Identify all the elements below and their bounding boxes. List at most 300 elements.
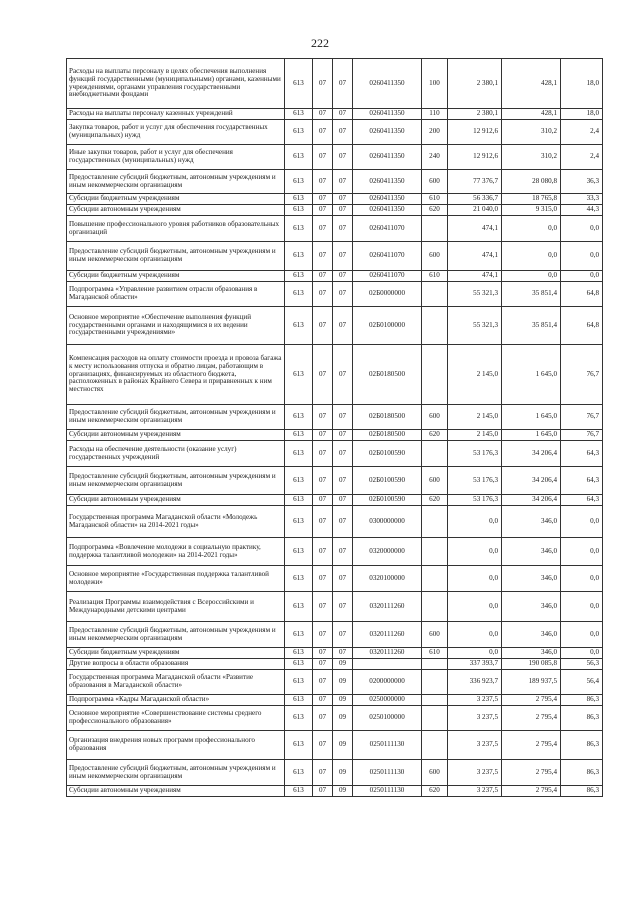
execution-percent: 0,0 — [561, 506, 603, 538]
subsection-code: 07 — [333, 566, 353, 592]
row-name: Компенсация расходов на оплату стоимости проезда и провоза багажа к месту использования отпуска и обратно лицам, работающим в организациях, финансируемых из областного бюджета, расположенных в районах Крайнего Севера и приравненных к ним местностях — [67, 345, 285, 405]
expense-type-code: 200 — [422, 120, 448, 145]
expense-type-code: 600 — [422, 170, 448, 194]
target-article-code: 0260411070 — [353, 271, 422, 282]
subsection-code: 07 — [333, 242, 353, 271]
target-article-code — [353, 659, 422, 670]
grbs-code: 613 — [285, 786, 313, 797]
grbs-code: 613 — [285, 538, 313, 566]
table-row — [67, 205, 603, 216]
grbs-code: 613 — [285, 430, 313, 441]
row-name: Закупка товаров, работ и услуг для обеспечения государственных (муниципальных) нужд — [67, 120, 285, 145]
row-name: Субсидии бюджетным учреждениям — [67, 648, 285, 659]
execution-percent: 64,8 — [561, 282, 603, 307]
grbs-code: 613 — [285, 271, 313, 282]
section-code: 07 — [313, 706, 333, 731]
row-name: Основное мероприятие «Совершенствование системы среднего профессионального образования» — [67, 706, 285, 731]
section-code: 07 — [313, 430, 333, 441]
execution-percent: 0,0 — [561, 622, 603, 648]
execution-percent: 56,4 — [561, 670, 603, 695]
execution-percent: 0,0 — [561, 216, 603, 242]
section-code: 07 — [313, 405, 333, 430]
grbs-code: 613 — [285, 670, 313, 695]
table-row — [67, 592, 603, 622]
target-article-code: 0250100000 — [353, 706, 422, 731]
expense-type-code: 620 — [422, 786, 448, 797]
expense-type-code — [422, 441, 448, 467]
section-code: 07 — [313, 786, 333, 797]
section-code: 07 — [313, 731, 333, 760]
subsection-code: 09 — [333, 706, 353, 731]
subsection-code: 07 — [333, 467, 353, 495]
executed-amount: 2 795,4 — [502, 731, 561, 760]
grbs-code: 613 — [285, 307, 313, 345]
grbs-code: 613 — [285, 242, 313, 271]
row-name: Расходы на выплаты персоналу казенных учреждений — [67, 109, 285, 120]
execution-percent: 64,8 — [561, 307, 603, 345]
execution-percent: 64,3 — [561, 467, 603, 495]
expense-type-code — [422, 282, 448, 307]
target-article-code: 0320111260 — [353, 648, 422, 659]
table-row — [67, 307, 603, 345]
table-row — [67, 495, 603, 506]
grbs-code: 613 — [285, 622, 313, 648]
expense-type-code: 240 — [422, 145, 448, 170]
row-name: Организация внедрения новых программ профессионального образования — [67, 731, 285, 760]
target-article-code: 0320000000 — [353, 538, 422, 566]
planned-amount: 56 336,7 — [448, 194, 502, 205]
table-row — [67, 441, 603, 467]
planned-amount: 0,0 — [448, 592, 502, 622]
planned-amount: 12 912,6 — [448, 120, 502, 145]
executed-amount: 35 851,4 — [502, 282, 561, 307]
subsection-code: 07 — [333, 59, 353, 109]
row-name: Подпрограмма «Вовлечение молодежи в социальную практику, поддержка талантливой молодежи» на 2014-2021 годы» — [67, 538, 285, 566]
section-code: 07 — [313, 648, 333, 659]
executed-amount: 2 795,4 — [502, 695, 561, 706]
target-article-code: 02Б0100590 — [353, 495, 422, 506]
grbs-code: 613 — [285, 145, 313, 170]
planned-amount: 3 237,5 — [448, 706, 502, 731]
row-name: Государственная программа Магаданской области «Развитие образования в Магаданской области» — [67, 670, 285, 695]
grbs-code: 613 — [285, 405, 313, 430]
expense-type-code: 600 — [422, 405, 448, 430]
target-article-code: 0260411350 — [353, 194, 422, 205]
executed-amount: 1 645,0 — [502, 345, 561, 405]
expense-type-code: 600 — [422, 622, 448, 648]
target-article-code: 02Б0180500 — [353, 430, 422, 441]
execution-percent: 0,0 — [561, 566, 603, 592]
planned-amount: 21 040,0 — [448, 205, 502, 216]
row-name: Субсидии автономным учреждениям — [67, 205, 285, 216]
execution-percent: 86,3 — [561, 695, 603, 706]
table-row — [67, 109, 603, 120]
grbs-code: 613 — [285, 59, 313, 109]
section-code: 07 — [313, 282, 333, 307]
section-code: 07 — [313, 120, 333, 145]
executed-amount: 28 080,8 — [502, 170, 561, 194]
expense-type-code: 610 — [422, 648, 448, 659]
table-row — [67, 760, 603, 786]
row-name: Повышение профессионального уровня работников образовательных организаций — [67, 216, 285, 242]
planned-amount: 55 321,3 — [448, 282, 502, 307]
grbs-code: 613 — [285, 506, 313, 538]
subsection-code: 07 — [333, 506, 353, 538]
subsection-code: 07 — [333, 538, 353, 566]
subsection-code: 07 — [333, 194, 353, 205]
table-row — [67, 659, 603, 670]
executed-amount: 2 795,4 — [502, 760, 561, 786]
grbs-code: 613 — [285, 467, 313, 495]
expense-type-code: 100 — [422, 59, 448, 109]
planned-amount: 0,0 — [448, 622, 502, 648]
subsection-code: 07 — [333, 271, 353, 282]
row-name: Расходы на выплаты персоналу в целях обеспечения выполнения функций государственными (муниципальными) органами, казенными учреждениями, органами управления государственными внебюджетными фондами — [67, 59, 285, 109]
target-article-code: 02Б0180500 — [353, 345, 422, 405]
target-article-code: 0300000000 — [353, 506, 422, 538]
execution-percent: 56,3 — [561, 659, 603, 670]
expense-type-code: 600 — [422, 242, 448, 271]
table-row — [67, 670, 603, 695]
subsection-code: 07 — [333, 145, 353, 170]
expense-type-code — [422, 706, 448, 731]
execution-percent: 0,0 — [561, 242, 603, 271]
target-article-code: 0320100000 — [353, 566, 422, 592]
planned-amount: 2 145,0 — [448, 345, 502, 405]
expense-type-code — [422, 506, 448, 538]
execution-percent: 86,3 — [561, 760, 603, 786]
table-row — [67, 216, 603, 242]
grbs-code: 613 — [285, 194, 313, 205]
section-code: 07 — [313, 307, 333, 345]
table-row — [67, 706, 603, 731]
subsection-code: 09 — [333, 760, 353, 786]
executed-amount: 346,0 — [502, 622, 561, 648]
row-name: Предоставление субсидий бюджетным, автономным учреждениям и иным некоммерческим организациям — [67, 622, 285, 648]
expense-type-code: 600 — [422, 467, 448, 495]
section-code: 07 — [313, 659, 333, 670]
expense-type-code — [422, 216, 448, 242]
row-name: Основное мероприятие «Обеспечение выполнения функций государственными органами и находящимися в их ведении государственными учреждениями» — [67, 307, 285, 345]
execution-percent: 64,3 — [561, 441, 603, 467]
table-row — [67, 170, 603, 194]
row-name: Расходы на обеспечение деятельности (оказание услуг) государственных учреждений — [67, 441, 285, 467]
executed-amount: 1 645,0 — [502, 430, 561, 441]
row-name: Субсидии бюджетным учреждениям — [67, 194, 285, 205]
section-code: 07 — [313, 59, 333, 109]
subsection-code: 07 — [333, 170, 353, 194]
page-number: 222 — [311, 36, 329, 50]
execution-percent: 44,3 — [561, 205, 603, 216]
row-name: Предоставление субсидий бюджетным, автономным учреждениям и иным некоммерческим организациям — [67, 405, 285, 430]
grbs-code: 613 — [285, 566, 313, 592]
planned-amount: 12 912,6 — [448, 145, 502, 170]
grbs-code: 613 — [285, 648, 313, 659]
table-row — [67, 786, 603, 797]
planned-amount: 55 321,3 — [448, 307, 502, 345]
target-article-code: 0260411350 — [353, 109, 422, 120]
planned-amount: 53 176,3 — [448, 467, 502, 495]
section-code: 07 — [313, 205, 333, 216]
executed-amount: 0,0 — [502, 271, 561, 282]
section-code: 07 — [313, 170, 333, 194]
subsection-code: 07 — [333, 120, 353, 145]
expense-type-code — [422, 592, 448, 622]
target-article-code: 0320111260 — [353, 622, 422, 648]
section-code: 07 — [313, 695, 333, 706]
expense-type-code: 620 — [422, 495, 448, 506]
expense-type-code — [422, 538, 448, 566]
target-article-code: 02Б0100000 — [353, 307, 422, 345]
executed-amount: 35 851,4 — [502, 307, 561, 345]
target-article-code: 0200000000 — [353, 670, 422, 695]
grbs-code: 613 — [285, 592, 313, 622]
grbs-code: 613 — [285, 282, 313, 307]
expense-type-code: 610 — [422, 194, 448, 205]
row-name: Субсидии автономным учреждениям — [67, 430, 285, 441]
table-row — [67, 430, 603, 441]
section-code: 07 — [313, 467, 333, 495]
executed-amount: 2 795,4 — [502, 706, 561, 731]
execution-percent: 76,7 — [561, 345, 603, 405]
expense-type-code: 620 — [422, 205, 448, 216]
execution-percent: 86,3 — [561, 731, 603, 760]
execution-percent: 18,0 — [561, 59, 603, 109]
row-name: Иные закупки товаров, работ и услуг для обеспечения государственных (муниципальных) нужд — [67, 145, 285, 170]
grbs-code: 613 — [285, 706, 313, 731]
row-name: Подпрограмма «Управление развитием отрасли образования в Магаданской области» — [67, 282, 285, 307]
execution-percent: 2,4 — [561, 145, 603, 170]
executed-amount: 428,1 — [502, 109, 561, 120]
section-code: 07 — [313, 495, 333, 506]
planned-amount: 474,1 — [448, 271, 502, 282]
section-code: 07 — [313, 109, 333, 120]
expense-type-code — [422, 695, 448, 706]
expense-type-code — [422, 307, 448, 345]
execution-percent: 0,0 — [561, 592, 603, 622]
executed-amount: 9 315,0 — [502, 205, 561, 216]
section-code: 07 — [313, 760, 333, 786]
planned-amount: 3 237,5 — [448, 695, 502, 706]
grbs-code: 613 — [285, 170, 313, 194]
grbs-code: 613 — [285, 731, 313, 760]
grbs-code: 613 — [285, 495, 313, 506]
table-row — [67, 538, 603, 566]
row-name: Предоставление субсидий бюджетным, автономным учреждениям и иным некоммерческим организациям — [67, 467, 285, 495]
grbs-code: 613 — [285, 216, 313, 242]
row-name: Реализация Программы взаимодействия с Всероссийскими и Международными детскими центрами — [67, 592, 285, 622]
subsection-code: 07 — [333, 307, 353, 345]
execution-percent: 0,0 — [561, 538, 603, 566]
expense-type-code: 620 — [422, 430, 448, 441]
planned-amount: 337 393,7 — [448, 659, 502, 670]
planned-amount: 3 237,5 — [448, 786, 502, 797]
execution-percent: 0,0 — [561, 271, 603, 282]
table-row — [67, 282, 603, 307]
planned-amount: 0,0 — [448, 566, 502, 592]
planned-amount: 2 145,0 — [448, 405, 502, 430]
section-code: 07 — [313, 506, 333, 538]
expense-type-code: 610 — [422, 271, 448, 282]
planned-amount: 2 380,1 — [448, 109, 502, 120]
planned-amount: 0,0 — [448, 506, 502, 538]
subsection-code: 09 — [333, 695, 353, 706]
section-code: 07 — [313, 592, 333, 622]
subsection-code: 07 — [333, 622, 353, 648]
expense-type-code: 600 — [422, 760, 448, 786]
expense-type-code — [422, 670, 448, 695]
executed-amount: 346,0 — [502, 648, 561, 659]
grbs-code: 613 — [285, 205, 313, 216]
section-code: 07 — [313, 145, 333, 170]
executed-amount: 346,0 — [502, 592, 561, 622]
grbs-code: 613 — [285, 120, 313, 145]
target-article-code: 0260411350 — [353, 205, 422, 216]
row-name: Предоставление субсидий бюджетным, автономным учреждениям и иным некоммерческим организациям — [67, 760, 285, 786]
execution-percent: 64,3 — [561, 495, 603, 506]
subsection-code: 07 — [333, 430, 353, 441]
expense-type-code — [422, 566, 448, 592]
planned-amount: 53 176,3 — [448, 495, 502, 506]
table-row — [67, 622, 603, 648]
target-article-code: 0260411350 — [353, 59, 422, 109]
subsection-code: 09 — [333, 670, 353, 695]
grbs-code: 613 — [285, 695, 313, 706]
executed-amount: 428,1 — [502, 59, 561, 109]
row-name: Подпрограмма «Кадры Магаданской области» — [67, 695, 285, 706]
subsection-code: 07 — [333, 109, 353, 120]
planned-amount: 336 923,7 — [448, 670, 502, 695]
table-row — [67, 506, 603, 538]
execution-percent: 36,3 — [561, 170, 603, 194]
table-row — [67, 405, 603, 430]
grbs-code: 613 — [285, 659, 313, 670]
executed-amount: 34 206,4 — [502, 441, 561, 467]
execution-percent: 0,0 — [561, 648, 603, 659]
table-body — [67, 59, 603, 797]
section-code: 07 — [313, 271, 333, 282]
section-code: 07 — [313, 538, 333, 566]
planned-amount: 77 376,7 — [448, 170, 502, 194]
planned-amount: 0,0 — [448, 538, 502, 566]
subsection-code: 07 — [333, 441, 353, 467]
executed-amount: 34 206,4 — [502, 495, 561, 506]
target-article-code: 0250111130 — [353, 786, 422, 797]
table-row — [67, 345, 603, 405]
section-code: 07 — [313, 566, 333, 592]
subsection-code: 07 — [333, 495, 353, 506]
table-row — [67, 566, 603, 592]
row-name: Основное мероприятие «Государственная поддержка талантливой молодежи» — [67, 566, 285, 592]
table-row — [67, 467, 603, 495]
planned-amount: 3 237,5 — [448, 731, 502, 760]
row-name: Другие вопросы в области образования — [67, 659, 285, 670]
row-name: Государственная программа Магаданской области «Молодежь Магаданской области» на 2014-2021 годы» — [67, 506, 285, 538]
subsection-code: 07 — [333, 216, 353, 242]
table-row — [67, 271, 603, 282]
execution-percent: 2,4 — [561, 120, 603, 145]
planned-amount: 3 237,5 — [448, 760, 502, 786]
executed-amount: 346,0 — [502, 506, 561, 538]
section-code: 07 — [313, 441, 333, 467]
executed-amount: 18 765,8 — [502, 194, 561, 205]
target-article-code: 02Б0100590 — [353, 441, 422, 467]
executed-amount: 346,0 — [502, 538, 561, 566]
target-article-code: 0250111130 — [353, 760, 422, 786]
executed-amount: 310,2 — [502, 120, 561, 145]
executed-amount: 1 645,0 — [502, 405, 561, 430]
target-article-code: 0260411350 — [353, 145, 422, 170]
grbs-code: 613 — [285, 109, 313, 120]
subsection-code: 07 — [333, 282, 353, 307]
row-name: Субсидии автономным учреждениям — [67, 786, 285, 797]
executed-amount: 189 937,5 — [502, 670, 561, 695]
subsection-code: 07 — [333, 205, 353, 216]
planned-amount: 53 176,3 — [448, 441, 502, 467]
table-row — [67, 695, 603, 706]
grbs-code: 613 — [285, 760, 313, 786]
execution-percent: 76,7 — [561, 405, 603, 430]
subsection-code: 07 — [333, 345, 353, 405]
target-article-code: 0260411350 — [353, 170, 422, 194]
expense-type-code — [422, 345, 448, 405]
planned-amount: 2 380,1 — [448, 59, 502, 109]
table-row — [67, 120, 603, 145]
section-code: 07 — [313, 622, 333, 648]
executed-amount: 0,0 — [502, 242, 561, 271]
grbs-code: 613 — [285, 441, 313, 467]
executed-amount: 310,2 — [502, 145, 561, 170]
execution-percent: 86,3 — [561, 786, 603, 797]
executed-amount: 0,0 — [502, 216, 561, 242]
execution-percent: 76,7 — [561, 430, 603, 441]
row-name: Предоставление субсидий бюджетным, автономным учреждениям и иным некоммерческим организациям — [67, 242, 285, 271]
row-name: Субсидии автономным учреждениям — [67, 495, 285, 506]
section-code: 07 — [313, 670, 333, 695]
execution-percent: 33,3 — [561, 194, 603, 205]
section-code: 07 — [313, 216, 333, 242]
subsection-code: 09 — [333, 659, 353, 670]
grbs-code: 613 — [285, 345, 313, 405]
budget-table — [66, 58, 603, 797]
executed-amount: 346,0 — [502, 566, 561, 592]
planned-amount: 474,1 — [448, 242, 502, 271]
row-name: Предоставление субсидий бюджетным, автономным учреждениям и иным некоммерческим организациям — [67, 170, 285, 194]
table-row — [67, 648, 603, 659]
subsection-code: 07 — [333, 592, 353, 622]
target-article-code: 0320111260 — [353, 592, 422, 622]
planned-amount: 0,0 — [448, 648, 502, 659]
subsection-code: 07 — [333, 648, 353, 659]
table-row — [67, 194, 603, 205]
subsection-code: 09 — [333, 731, 353, 760]
target-article-code: 0260411070 — [353, 216, 422, 242]
expense-type-code — [422, 659, 448, 670]
section-code: 07 — [313, 194, 333, 205]
expense-type-code: 110 — [422, 109, 448, 120]
target-article-code: 02Б0000000 — [353, 282, 422, 307]
executed-amount: 2 795,4 — [502, 786, 561, 797]
subsection-code: 07 — [333, 405, 353, 430]
expense-type-code — [422, 731, 448, 760]
execution-percent: 18,0 — [561, 109, 603, 120]
execution-percent: 86,3 — [561, 706, 603, 731]
target-article-code: 02Б0180500 — [353, 405, 422, 430]
table-row — [67, 731, 603, 760]
executed-amount: 34 206,4 — [502, 467, 561, 495]
table-row — [67, 242, 603, 271]
subsection-code: 09 — [333, 786, 353, 797]
